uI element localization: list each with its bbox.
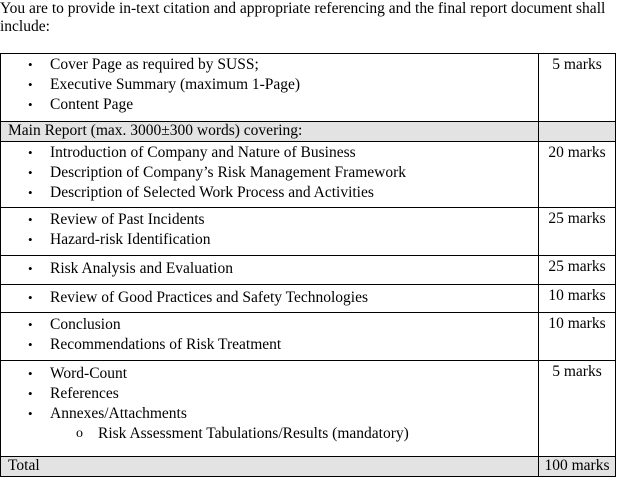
table-row xyxy=(1,122,616,142)
bullet-icon: • xyxy=(28,57,33,72)
list-item: • Hazard-risk Identification xyxy=(28,231,211,248)
bullet-icon: • xyxy=(28,97,33,112)
list-item: • Review of Good Practices and Safety Technologies xyxy=(28,289,369,306)
table-row xyxy=(1,285,616,313)
bullet-icon: • xyxy=(28,317,33,332)
marks-value: 10 marks xyxy=(548,315,606,332)
list-item: • Executive Summary (maximum 1-Page) xyxy=(28,76,301,93)
total-marks-cell xyxy=(539,457,616,477)
bullet-icon: • xyxy=(28,386,33,401)
list-item: • Description of Company’s Risk Management Framework xyxy=(28,164,407,181)
items-cell xyxy=(1,142,539,208)
marks-cell xyxy=(539,208,616,256)
list-item: • Introduction of Company and Nature of Business xyxy=(28,144,356,161)
list-item: • Review of Past Incidents xyxy=(28,211,205,228)
items-cell xyxy=(1,54,539,122)
bullet-icon: • xyxy=(28,185,33,200)
report-requirements-table xyxy=(0,53,616,477)
marks-cell xyxy=(539,54,616,122)
marks-cell xyxy=(539,285,616,313)
marks-value: 5 marks xyxy=(552,56,602,73)
list-item: • Conclusion xyxy=(28,316,121,333)
marks-value: 20 marks xyxy=(548,144,606,161)
list-item: • Description of Selected Work Process and Activities xyxy=(28,184,374,201)
table-row xyxy=(1,142,616,208)
table-row xyxy=(1,313,616,361)
item-list xyxy=(1,142,538,203)
bullet-icon: • xyxy=(28,165,33,180)
bullet-icon: • xyxy=(28,77,33,92)
total-marks: 100 marks xyxy=(544,457,610,474)
marks-cell xyxy=(539,256,616,285)
list-item: • Annexes/Attachments xyxy=(28,405,187,422)
items-cell xyxy=(1,361,539,457)
intro-paragraph: You are to provide in-text citation and appropriate referencing and the final report document shall include: xyxy=(0,0,606,35)
bullet-icon: • xyxy=(28,145,33,160)
bullet-icon: • xyxy=(28,261,33,276)
marks-value: 5 marks xyxy=(552,363,602,380)
bullet-icon: • xyxy=(28,406,33,421)
item-list xyxy=(1,285,538,308)
item-list xyxy=(1,256,538,279)
list-item: • Recommendations of Risk Treatment xyxy=(28,336,282,353)
section-header-cell xyxy=(1,122,539,142)
table-row xyxy=(1,54,616,122)
list-item: • Content Page xyxy=(28,96,134,113)
bullet-icon: • xyxy=(28,232,33,247)
marks-value: 10 marks xyxy=(548,287,606,304)
table-row xyxy=(1,361,616,457)
bullet-icon: • xyxy=(28,337,33,352)
list-item: • References xyxy=(28,385,119,402)
total-row xyxy=(1,457,616,477)
marks-cell xyxy=(539,313,616,361)
sub-list-item: o Risk Assessment Tabulations/Results (mandatory) xyxy=(76,425,409,442)
item-list xyxy=(1,361,538,444)
item-list xyxy=(1,313,538,355)
list-item: • Word-Count xyxy=(28,365,128,382)
marks-value: 25 marks xyxy=(548,210,606,227)
main-report-header: Main Report (max. 3000±300 words) covering: xyxy=(8,122,303,139)
items-cell xyxy=(1,313,539,361)
empty-cell xyxy=(539,122,616,142)
bullet-icon: • xyxy=(28,212,33,227)
total-label-cell xyxy=(1,457,539,477)
item-list xyxy=(1,54,538,115)
table-row xyxy=(1,256,616,285)
marks-cell xyxy=(539,361,616,457)
total-label: Total xyxy=(8,457,40,474)
items-cell xyxy=(1,208,539,256)
marks-value: 25 marks xyxy=(548,258,606,275)
items-cell xyxy=(1,256,539,285)
bullet-icon: • xyxy=(28,366,33,381)
bullet-icon: • xyxy=(28,290,33,305)
circle-bullet-icon: o xyxy=(76,426,83,441)
marks-cell xyxy=(539,142,616,208)
item-list xyxy=(1,208,538,250)
list-item: • Risk Analysis and Evaluation xyxy=(28,260,233,277)
items-cell xyxy=(1,285,539,313)
list-item: • Cover Page as required by SUSS; xyxy=(28,56,259,73)
table-row xyxy=(1,208,616,256)
